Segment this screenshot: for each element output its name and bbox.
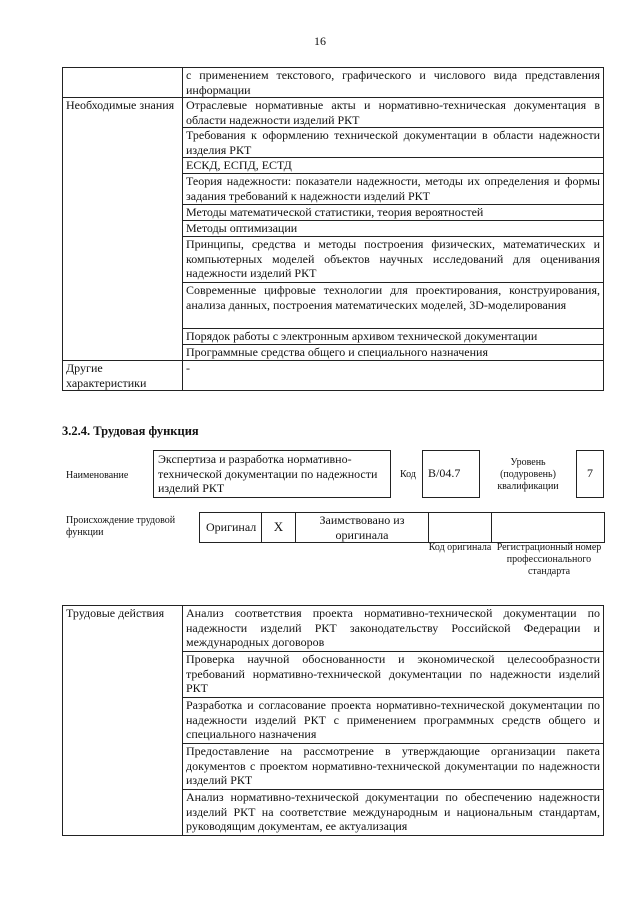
level-label: Уровень (подуровень) квалификации: [497, 457, 559, 492]
other-label: Другие характеристики: [63, 361, 183, 391]
function-name: Экспертиза и разработка нормативно-технической документации по надежности изделий РКТ: [158, 452, 378, 495]
code-value: B/04.7: [428, 466, 461, 480]
continuation-row: с применением текстового, графического и числового вида представления информации: [183, 68, 604, 98]
borrowed-label: Заимствовано из оригинала: [296, 513, 429, 543]
knowledge-item: Принципы, средства и методы построения физических, математических и компьютерных моделей объектов научных исследований для оценивания надежности изделий РКТ: [183, 237, 604, 283]
level-value: 7: [587, 466, 593, 480]
knowledge-item: Требования к оформлению технической документации в области надежности изделия РКТ: [183, 128, 604, 158]
page-number: 16: [314, 34, 326, 48]
knowledge-item: ЕСКД, ЕСПД, ЕСТД: [183, 158, 604, 174]
knowledge-item: Отраслевые нормативные акты и нормативно-техническая документация в области надежности изделий РКТ: [183, 98, 604, 128]
knowledge-item: Теория надежности: показатели надежности, методы их определения и формы задания требований к надежности изделий РКТ: [183, 174, 604, 205]
action-item: Предоставление на рассмотрение в утверждающие организации пакета документов с проектом нормативно-технической документации по надежности изделий РКТ: [183, 744, 604, 790]
knowledge-item: Современные цифровые технологии для проектирования, конструирования, анализа данных, построения математических моделей, 3D-моделирования: [183, 283, 604, 329]
knowledge-item: Методы математической статистики, теория вероятностей: [183, 205, 604, 221]
origin-label: Происхождение трудовой функции: [66, 515, 176, 538]
other-value: -: [183, 361, 604, 391]
action-item: Анализ соответствия проекта нормативно-технической документации по надежности изделий РКТ законодательству Российской Федерации и международных договоров: [183, 606, 604, 652]
section-heading: 3.2.4. Трудовая функция: [62, 424, 199, 438]
actions-label: Трудовые действия: [63, 606, 183, 836]
code-original-label: Код оригинала: [428, 542, 492, 553]
origin-table: [199, 512, 605, 543]
original-mark: X: [262, 513, 296, 543]
name-label: Наименование: [66, 470, 129, 481]
knowledge-table: [62, 67, 604, 391]
knowledge-item: Методы оптимизации: [183, 221, 604, 237]
code-label: Код: [400, 469, 416, 480]
reg-number-label: Регистрационный номер профессионального стандарта: [496, 542, 602, 577]
knowledge-item: Программные средства общего и специального назначения: [183, 345, 604, 361]
original-label: Оригинал: [200, 513, 262, 543]
actions-table: [62, 605, 604, 836]
action-item: Разработка и согласование проекта нормативно-технической документации по надежности изделий РКТ с применением программных средств общего и специального назначения: [183, 698, 604, 744]
knowledge-item: Порядок работы с электронным архивом технической документации: [183, 329, 604, 345]
knowledge-label: Необходимые знания: [63, 98, 183, 361]
action-item: Проверка научной обоснованности и экономической целесообразности требований нормативно-технической документации по надежности изделий РКТ: [183, 652, 604, 698]
action-item: Анализ нормативно-технической документации по обеспечению надежности изделий РКТ на соответствие международным и национальным стандартам, руководящим документам, ее актуализация: [183, 790, 604, 836]
